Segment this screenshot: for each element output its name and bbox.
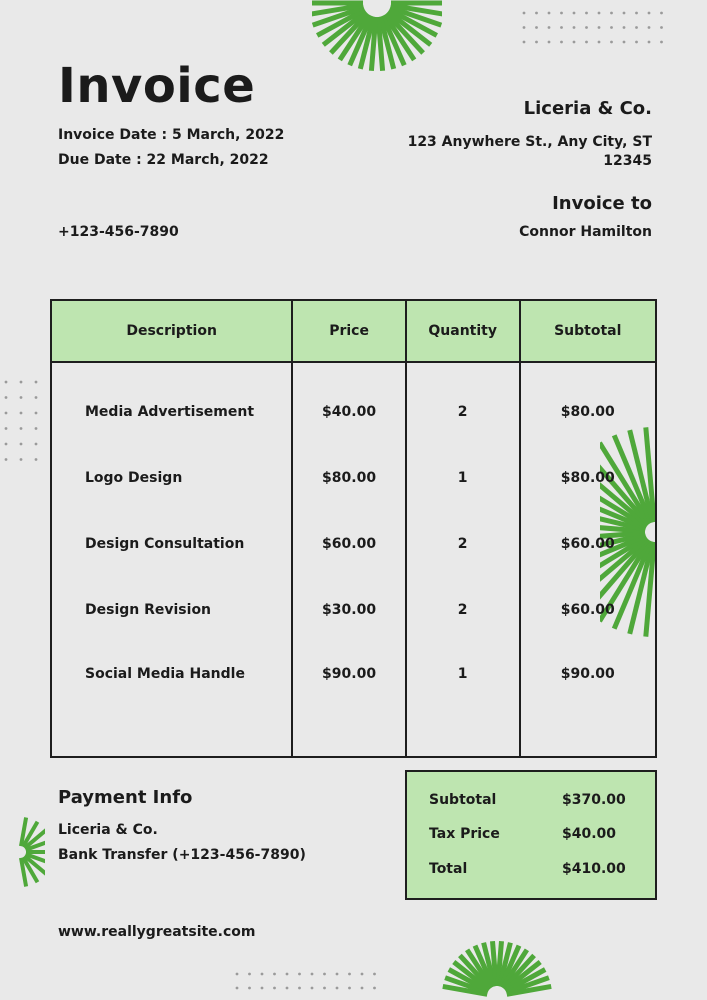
dot-grid-top-icon bbox=[520, 8, 670, 50]
dot bbox=[286, 973, 289, 976]
dot bbox=[560, 41, 563, 44]
phone-number: +123-456-7890 bbox=[58, 224, 179, 240]
dot bbox=[20, 396, 23, 399]
dot bbox=[5, 427, 8, 430]
items-table bbox=[50, 299, 657, 758]
header-quantity: Quantity bbox=[406, 300, 520, 362]
item-description: Social Media Handle bbox=[51, 643, 292, 757]
dot-grid-left-icon bbox=[0, 378, 45, 463]
table-header-row bbox=[51, 300, 656, 362]
invoice-date: Invoice Date : 5 March, 2022 bbox=[58, 127, 285, 143]
dot bbox=[648, 26, 651, 29]
dot bbox=[348, 973, 351, 976]
dot bbox=[648, 12, 651, 15]
dot bbox=[535, 12, 538, 15]
dot bbox=[35, 381, 38, 384]
dot bbox=[660, 41, 663, 44]
dot bbox=[20, 443, 23, 446]
dot bbox=[373, 987, 376, 990]
dot bbox=[635, 26, 638, 29]
item-quantity: 2 bbox=[406, 511, 520, 577]
item-subtotal: $90.00 bbox=[520, 643, 657, 757]
dot bbox=[311, 987, 314, 990]
dot bbox=[236, 987, 239, 990]
dot bbox=[660, 12, 663, 15]
table-row bbox=[51, 445, 656, 511]
dot bbox=[273, 987, 276, 990]
item-price: $90.00 bbox=[292, 643, 406, 757]
item-price: $60.00 bbox=[292, 511, 406, 577]
dot bbox=[573, 26, 576, 29]
item-description: Media Advertisement bbox=[51, 362, 292, 445]
dot bbox=[286, 987, 289, 990]
dot bbox=[610, 26, 613, 29]
website-link[interactable]: www.reallygreatsite.com bbox=[58, 924, 256, 940]
dot bbox=[20, 427, 23, 430]
dot bbox=[548, 12, 551, 15]
dot bbox=[336, 973, 339, 976]
seller-address: 123 Anywhere St., Any City, ST 12345 bbox=[407, 134, 652, 169]
dot bbox=[336, 987, 339, 990]
burst-top-icon bbox=[312, 0, 442, 73]
dot bbox=[35, 443, 38, 446]
total-value: $410.00 bbox=[562, 861, 626, 877]
dot bbox=[261, 973, 264, 976]
item-subtotal: $80.00 bbox=[520, 445, 657, 511]
dot bbox=[523, 12, 526, 15]
dot bbox=[573, 12, 576, 15]
dot bbox=[535, 26, 538, 29]
table-row bbox=[51, 511, 656, 577]
totals-box bbox=[405, 770, 657, 900]
dot bbox=[585, 12, 588, 15]
dot bbox=[298, 973, 301, 976]
item-description: Design Revision bbox=[51, 577, 292, 643]
burst-left-icon bbox=[0, 790, 45, 915]
item-description: Logo Design bbox=[51, 445, 292, 511]
payment-company: Liceria & Co. bbox=[58, 822, 158, 838]
table-row bbox=[51, 643, 656, 757]
payment-method: Bank Transfer (+123-456-7890) bbox=[58, 847, 306, 863]
dot bbox=[585, 41, 588, 44]
dot bbox=[598, 12, 601, 15]
item-quantity: 2 bbox=[406, 577, 520, 643]
table-row bbox=[51, 362, 656, 445]
dot bbox=[236, 973, 239, 976]
item-quantity: 2 bbox=[406, 362, 520, 445]
total-label: Total bbox=[429, 861, 468, 877]
subtotal-label: Subtotal bbox=[429, 792, 497, 808]
dot bbox=[5, 396, 8, 399]
dot bbox=[623, 41, 626, 44]
recipient-name: Connor Hamilton bbox=[519, 224, 652, 240]
dot bbox=[5, 381, 8, 384]
dot bbox=[623, 26, 626, 29]
dot bbox=[523, 41, 526, 44]
dot bbox=[610, 41, 613, 44]
dot bbox=[35, 427, 38, 430]
dot bbox=[20, 458, 23, 461]
dot bbox=[598, 41, 601, 44]
dot bbox=[323, 973, 326, 976]
dot bbox=[20, 381, 23, 384]
item-subtotal: $80.00 bbox=[520, 362, 657, 445]
table-row bbox=[51, 577, 656, 643]
dot bbox=[523, 26, 526, 29]
dot bbox=[273, 973, 276, 976]
dot bbox=[610, 12, 613, 15]
header-price: Price bbox=[292, 300, 406, 362]
subtotal-value: $370.00 bbox=[562, 792, 626, 808]
dot bbox=[5, 458, 8, 461]
page-title: Invoice bbox=[58, 58, 256, 114]
dot bbox=[585, 26, 588, 29]
dot bbox=[560, 12, 563, 15]
tax-value: $40.00 bbox=[562, 826, 617, 842]
dot bbox=[361, 987, 364, 990]
item-description: Design Consultation bbox=[51, 511, 292, 577]
dot bbox=[261, 987, 264, 990]
header-description: Description bbox=[51, 300, 292, 362]
dot bbox=[598, 26, 601, 29]
dot bbox=[535, 41, 538, 44]
item-price: $40.00 bbox=[292, 362, 406, 445]
dot bbox=[635, 12, 638, 15]
item-subtotal: $60.00 bbox=[520, 577, 657, 643]
item-quantity: 1 bbox=[406, 643, 520, 757]
dot bbox=[248, 973, 251, 976]
dot bbox=[361, 973, 364, 976]
dot-grid-bottom-icon bbox=[232, 968, 382, 1000]
due-date: Due Date : 22 March, 2022 bbox=[58, 152, 269, 168]
dot bbox=[548, 26, 551, 29]
dot bbox=[560, 26, 563, 29]
dot bbox=[323, 987, 326, 990]
dot bbox=[20, 412, 23, 415]
dot bbox=[635, 41, 638, 44]
item-subtotal: $60.00 bbox=[520, 511, 657, 577]
dot bbox=[5, 412, 8, 415]
header-subtotal: Subtotal bbox=[520, 300, 657, 362]
dot bbox=[623, 12, 626, 15]
burst-bottom-icon bbox=[430, 938, 565, 1000]
seller-name: Liceria & Co. bbox=[523, 98, 652, 119]
dot bbox=[348, 987, 351, 990]
dot bbox=[311, 973, 314, 976]
item-price: $80.00 bbox=[292, 445, 406, 511]
item-price: $30.00 bbox=[292, 577, 406, 643]
dot bbox=[660, 26, 663, 29]
tax-label: Tax Price bbox=[429, 826, 500, 842]
dot bbox=[573, 41, 576, 44]
dot bbox=[248, 987, 251, 990]
dot bbox=[298, 987, 301, 990]
payment-info-title: Payment Info bbox=[58, 787, 193, 808]
dot bbox=[35, 396, 38, 399]
invoice-to-label: Invoice to bbox=[552, 193, 652, 214]
dot bbox=[35, 458, 38, 461]
dot bbox=[5, 443, 8, 446]
dot bbox=[548, 41, 551, 44]
item-quantity: 1 bbox=[406, 445, 520, 511]
dot bbox=[648, 41, 651, 44]
dot bbox=[373, 973, 376, 976]
dot bbox=[35, 412, 38, 415]
